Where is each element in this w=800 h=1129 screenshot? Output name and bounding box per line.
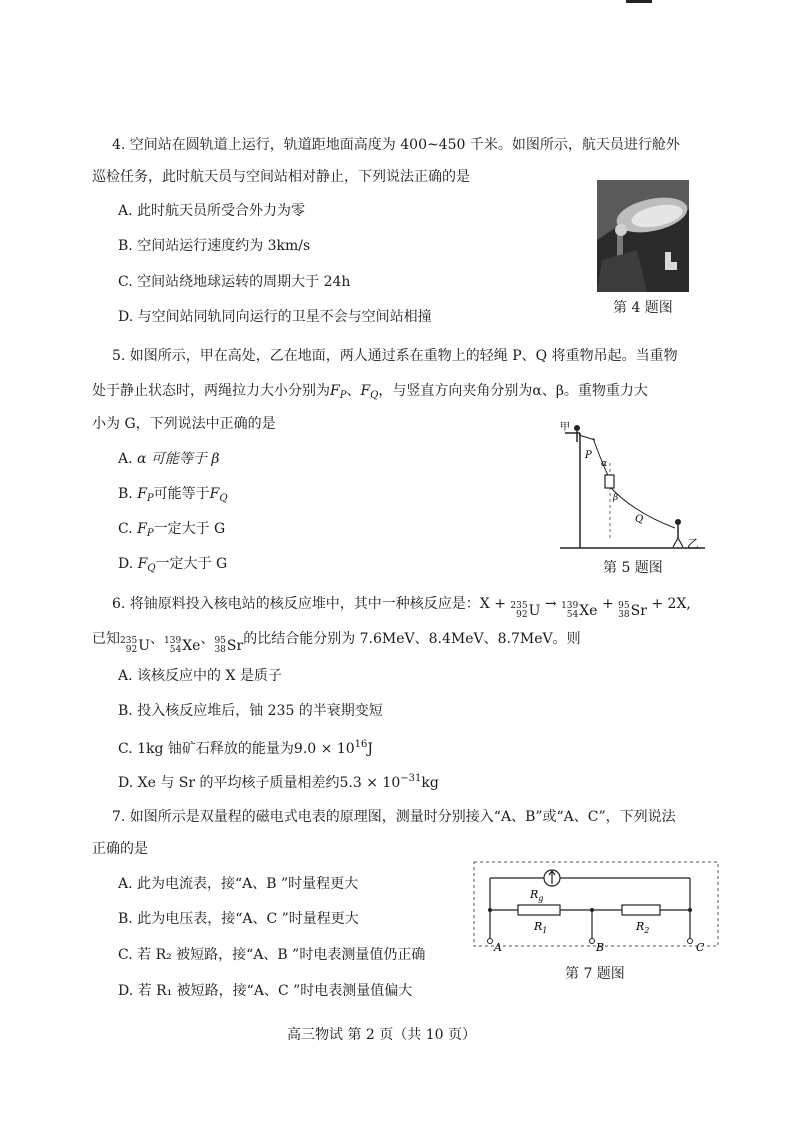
scan-mark xyxy=(626,0,652,3)
q6-option-d: D. Xe 与 Sr 的平均核子质量相差约$5.3 \times 10^{-31}kg$ xyxy=(118,773,439,791)
q7-fig-terminal-b: B xyxy=(596,941,605,954)
astronaut-photo-art xyxy=(597,180,689,292)
q5-fig-jia: 甲 xyxy=(560,422,570,433)
q5-stem-line2: 处于静止状态时，两绳拉力大小分别为$F_P$、$F_Q$，与竖直方向夹角分别为α、β。重物重力大 xyxy=(92,383,648,401)
q5-stem-line1: 5. 如图所示，甲在高处，乙在地面，两人通过系在重物上的轻绳 P、Q 将重物吊起。当重物 xyxy=(112,348,678,364)
q4-stem-line1: 4. 空间站在圆轨道上运行，轨道距地面高度为 400~450 千米。如图所示，航天员进行舱外 xyxy=(112,137,680,153)
q7-circuit-diagram xyxy=(472,858,722,958)
q7-fig-terminal-a: A xyxy=(494,941,502,954)
q4-option-d: D. 与空间站同轨同向运行的卫星不会与空间站相撞 xyxy=(118,309,432,325)
q5-stem-line2-b: ，与竖直方向夹角分别为α、β。重物重力大 xyxy=(378,383,648,399)
q7-stem-line1: 7. 如图所示是双量程的磁电式电表的原理图，测量时分别接入“A、B”或“A、C”，下列说法 xyxy=(112,809,676,825)
q7-stem-line2: 正确的是 xyxy=(92,841,148,857)
q5-option-d: D. $F_Q$一定大于 G xyxy=(118,556,228,574)
q4-option-c: C. 空间站绕地球运转的周期大于 24h xyxy=(118,274,351,290)
q5-option-b: B. $F_P$可能等于$F_Q$ xyxy=(118,486,228,504)
q6-option-c: C. 1kg 铀矿石释放的能量为$9.0 \times 10^{16}J$ xyxy=(118,739,373,757)
q5-fig-beta: β xyxy=(613,493,619,503)
q7-option-d: D. 若 R₁ 被短路，接“A、C ”时电表测量值偏大 xyxy=(118,983,413,999)
q4-figure-caption: 第 4 题图 xyxy=(613,300,673,316)
q5-fig-alpha: α xyxy=(601,459,608,469)
q7-figure-caption: 第 7 题图 xyxy=(565,966,625,982)
q6-stem-line2: 已知 235 92 U 、 139 54 Xe 、 95 38 Sr 的比结合能分别为 7.6MeV、8.4MeV、8.7MeV。则 xyxy=(92,631,581,655)
q6-option-a: A. 该核反应中的 X 是质子 xyxy=(118,668,282,684)
q5-figure-caption: 第 5 题图 xyxy=(603,560,663,576)
q5-option-c: C. $F_P$一定大于 G xyxy=(118,521,226,539)
q5-figure xyxy=(555,418,715,558)
q7-fig-r2: $R_2$ xyxy=(636,920,650,935)
q5-option-a-text: α 可能等于 β xyxy=(137,451,220,467)
nuclide-xe139: 139 54 Xe xyxy=(561,601,598,620)
q6-option-b: B. 投入核反应堆后，铀 235 的半衰期变短 xyxy=(118,703,383,719)
q5-stem-line3: 小为 G，下列说法中正确的是 xyxy=(92,416,276,432)
nuclide-sr95: 95 38 Sr xyxy=(618,601,647,620)
q5-stem-line2-a: 处于静止状态时，两绳拉力大小分别为 xyxy=(92,383,330,399)
q4-option-a: A. 此时航天员所受合外力为零 xyxy=(118,203,306,219)
q4-stem-line2: 巡检任务，此时航天员与空间站相对静止，下列说法正确的是 xyxy=(92,169,470,185)
q5-option-a: A. α 可能等于 β xyxy=(118,451,220,467)
q5-fig-P: P xyxy=(585,450,592,461)
q4-option-b: B. 空间站运行速度约为 3km/s xyxy=(118,238,311,254)
q5-fig-yi: 乙 xyxy=(687,537,700,551)
q7-option-c: C. 若 R₂ 被短路，接“A、B ”时电表测量值仍正确 xyxy=(118,947,426,963)
q7-fig-terminal-c: C xyxy=(696,941,705,954)
q6-stem-line1: 6. 将铀原料投入核电站的核反应堆中，其中一种核反应是：X + 235 92 U → 139 54 Xe + 95 38 Sr + 2X, xyxy=(112,596,691,620)
astronaut-photo xyxy=(597,180,689,292)
nuclide-u235: 235 92 U xyxy=(510,601,541,620)
q7-option-b: B. 此为电压表，接“A、C ”时量程更大 xyxy=(118,911,359,927)
page-footer: 高三物试 第 2 页（共 10 页） xyxy=(287,1027,476,1043)
q7-option-a: A. 此为电流表，接“A、B ”时量程更大 xyxy=(118,876,359,892)
q5-fig-Q: Q xyxy=(635,514,644,525)
q7-fig-rg: $R_g$ xyxy=(530,888,544,903)
q7-fig-r1: $R_1$ xyxy=(534,920,548,935)
